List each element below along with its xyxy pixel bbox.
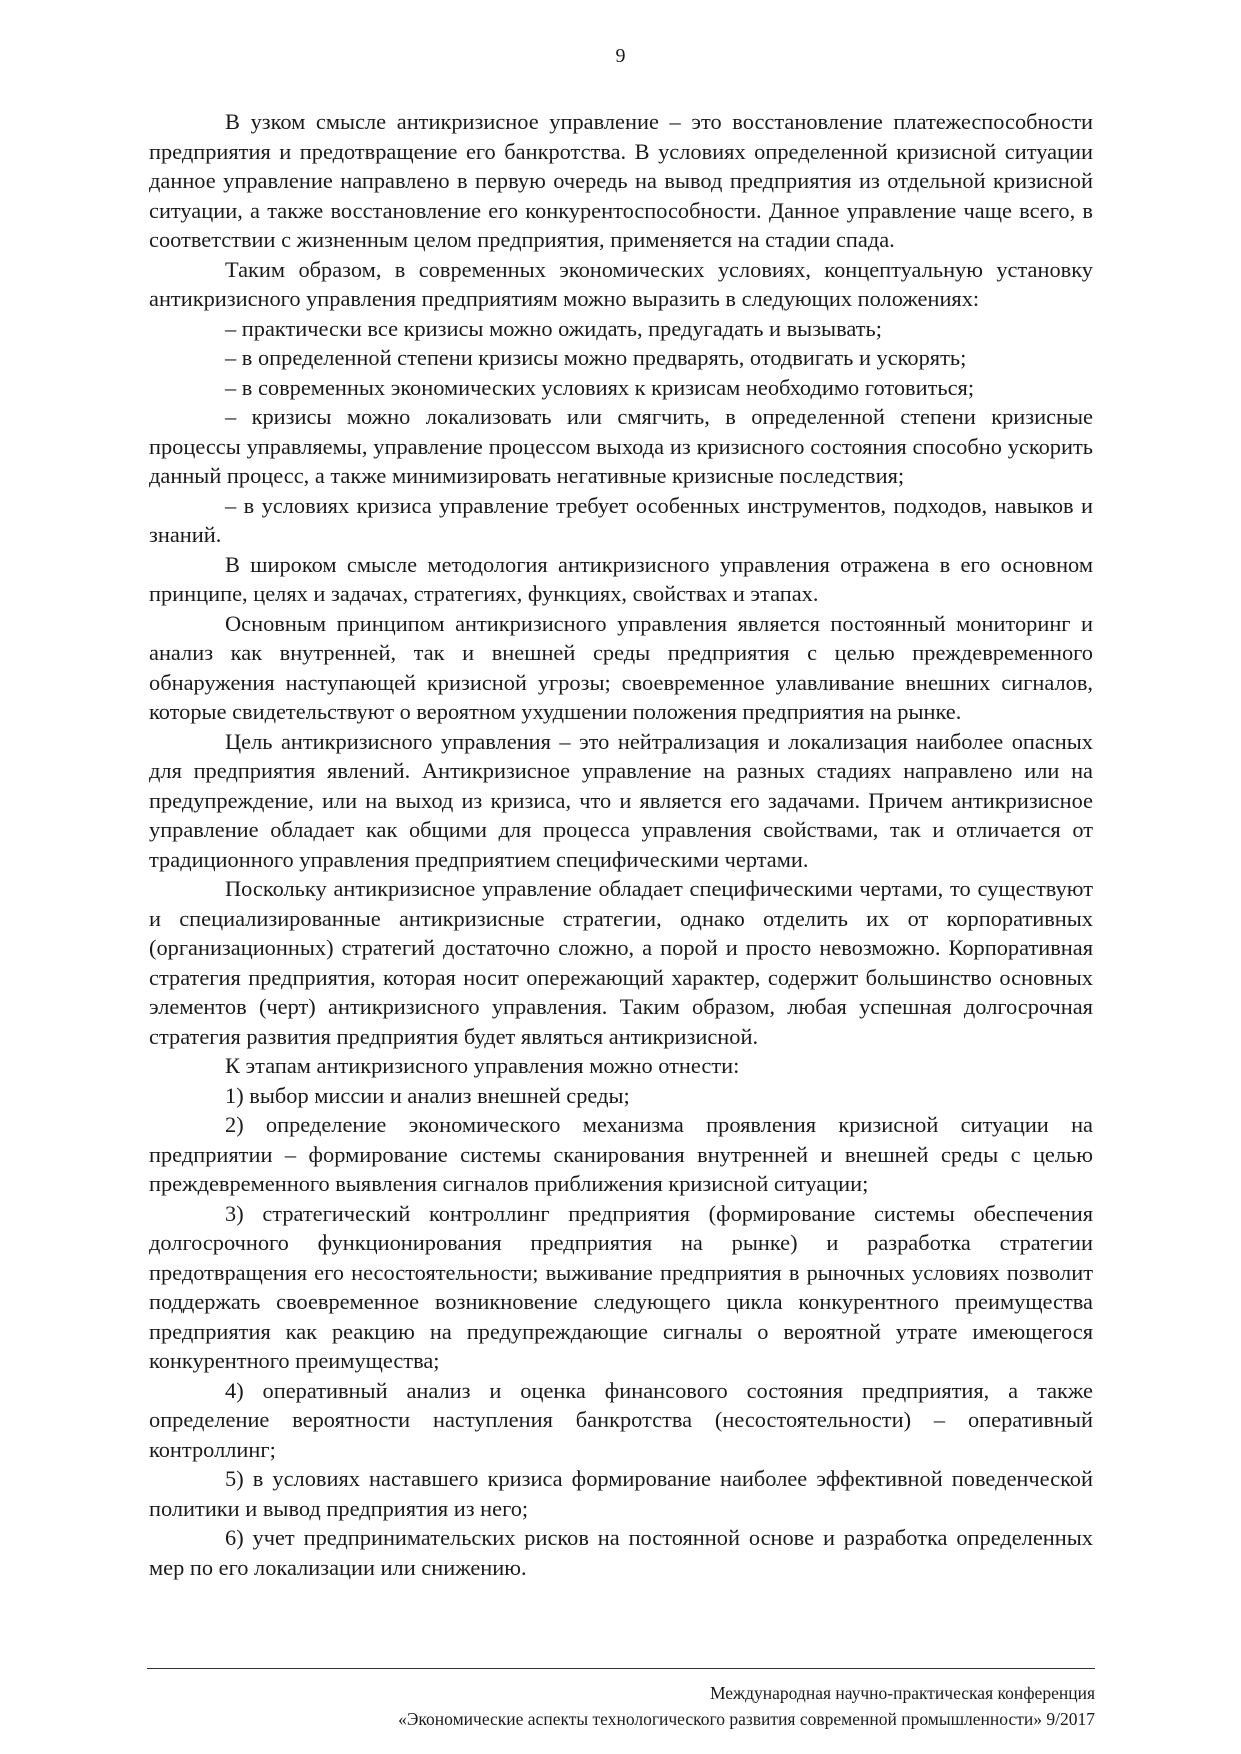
footer-divider bbox=[147, 1668, 1095, 1669]
list-item-crises-prepare: – в современных экономических условиях к кризисам необходимо готовиться; bbox=[225, 374, 975, 400]
list-item-crises-expected: – практически все кризисы можно ожидать, предугадать и вызывать; bbox=[225, 315, 882, 341]
list-item-stage-6: 6) учет предпринимательских рисков на постоянной основе и разработка определенных мер по его локализации или снижению. bbox=[149, 1525, 1093, 1580]
paragraph-strategies: Поскольку антикризисное управление обладает специфическими чертами, то существуют и специализированные антикризисные стратегии, однако отделить их от корпоративных (организационных) стратегий достаточно сложно, а порой и просто невозможно. Корпоративная стратегия предприятия, которая носит опережающий характер, содержит большинство основных элементов (черт) антикризисного управления. Таким образом, любая успешная долгосрочная стратегия развития предприятия будет являться антикризисной. bbox=[149, 876, 1093, 1049]
paragraph-conceptual-setup: Таким образом, в современных экономических условиях, концептуальную установку антикризисного управления предприятиям можно выразить в следующих положениях: bbox=[149, 256, 1093, 311]
list-item-crises-postpone: – в определенной степени кризисы можно предварять, отодвигать и ускорять; bbox=[225, 345, 967, 370]
list-item-stage-1: 1) выбор миссии и анализ внешней среды; bbox=[225, 1082, 630, 1108]
list-item-crises-localize: – кризисы можно локализовать или смягчить, в определенной степени кризисные процессы управляемы, управление процессом выхода из кризисного состояния способно ускорить данный процесс, а также минимизировать негативные кризисные последствия; bbox=[149, 404, 1093, 488]
footer-conference-title: «Экономические аспекты технологического развития современной промышленности» 9/2017 bbox=[398, 1709, 1095, 1729]
list-item-stage-5: 5) в условиях наставшего кризиса формирование наиболее эффективной поведенческой политики и вывод предприятия из него; bbox=[149, 1466, 1093, 1521]
paragraph-main-principle: Основным принципом антикризисного управления является постоянный мониторинг и анализ как внутренней, так и внешней среды предприятия с целью преждевременного обнаружения наступающей кризисной угрозы; своевременное улавливание внешних сигналов, которые свидетельствуют о вероятном ухудшении положения предприятия на рынке. bbox=[149, 610, 1093, 724]
list-item-stage-3: 3) стратегический контроллинг предприятия (формирование системы обеспечения долгосрочного функционирования предприятия на рынке) и разработка стратегии предотвращения его несостоятельности; выживание предприятия в рыночных условиях позволит поддержать своевременное возникновение следующего цикла конкурентного преимущества предприятия как реакцию на предупреждающие сигналы о вероятной утрате имеющегося конкурентного преимущества; bbox=[149, 1200, 1093, 1373]
paragraph-stages-intro: К этапам антикризисного управления можно отнести: bbox=[225, 1053, 740, 1078]
list-item-crises-tools: – в условиях кризиса управление требует особенных инструментов, подходов, навыков и знаний. bbox=[149, 492, 1093, 547]
paragraph-narrow-sense: В узком смысле антикризисное управление – это восстановление платежеспособности предприятия и предотвращение его банкротства. В условиях определенной кризисной ситуации данное управление направлено в первую очередь на вывод предприятия из отдельной кризисной ситуации, а также восстановление его конкурентоспособности. Данное управление чаще всего, в соответствии с жизненным целом предприятия, применяется на стадии спада. bbox=[149, 109, 1093, 252]
paragraph-broad-sense: В широком смысле методология антикризисного управления отражена в его основном принципе, целях и задачах, стратегиях, функциях, свойствах и этапах. bbox=[149, 551, 1093, 606]
list-item-stage-4: 4) оперативный анализ и оценка финансового состояния предприятия, а также определение вероятности наступления банкротства (несостоятельности) – оперативный контроллинг; bbox=[149, 1377, 1093, 1462]
paragraph-goal: Цель антикризисного управления – это нейтрализация и локализация наиболее опасных для предприятия явлений. Антикризисное управление на разных стадиях направлено или на предупреждение, или на выход из кризиса, что и является его задачами. Причем антикризисное управление обладает как общими для процесса управления свойствами, так и отличается от традиционного управления предприятием специфическими чертами. bbox=[149, 728, 1093, 872]
footer-conference-name: Международная научно-практическая конференция bbox=[709, 1683, 1095, 1703]
page-number: 9 bbox=[615, 45, 626, 67]
footer bbox=[147, 1680, 1095, 1732]
body-text bbox=[149, 107, 1093, 1582]
list-item-stage-2: 2) определение экономического механизма проявления кризисной ситуации на предприятии – формирование системы сканирования внутренней и внешней среды с целью преждевременного выявления сигналов приближения кризисной ситуации; bbox=[149, 1112, 1093, 1196]
